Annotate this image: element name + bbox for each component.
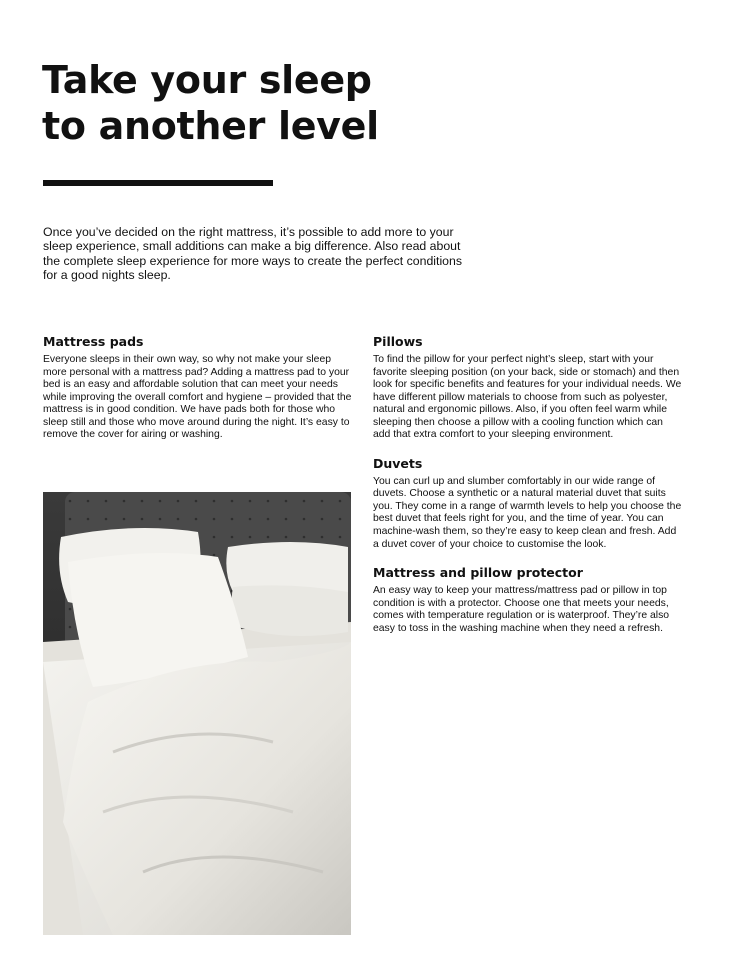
section-pillows [373,334,683,442]
section-body: To find the pillow for your perfect night’s sleep, start with your favorite sleeping position (on your back, side or stomach) and then look for specific benefits and features for your individual needs. We have different pillow materials to choose from such as polyester, natural and ergonomic pillows. Also, if you often feel warm while sleeping then choose a pillow with a cooling function which can add that extra comfort to your sleeping environment. [373,354,682,441]
page-title [42,57,379,149]
section-protector [373,565,683,635]
title-divider [43,180,273,186]
title-line-2: to another level [42,104,379,148]
section-heading: Duvets [373,455,423,471]
title-line-1: Take your sleep [42,58,372,102]
section-body: Everyone sleeps in their own way, so why not make your sleep more personal with a mattress pad? Adding a mattress pad to your bed is an easy and affordable solution that can meet your needs while improving the overall comfort and hygiene – provided that the mattress is in good condition. We have pads both for those who sleep still and those who move around during the night. It’s easy to remove the cover for airing or washing. [43,354,352,441]
bed-illustration [43,492,351,935]
intro-paragraph: Once you’ve decided on the right mattress, it’s possible to add more to your sleep experience, small additions can make a big difference. Also read about the complete sleep experience for more ways to create the perfect conditions for a good nights sleep. [43,225,463,282]
bed-photo [43,492,351,935]
section-heading: Mattress and pillow protector [373,565,583,581]
section-duvets [373,456,683,551]
section-heading: Mattress pads [43,334,144,349]
right-column [373,334,683,649]
section-heading: Pillows [373,334,423,349]
left-column [43,334,353,456]
pillow-front-right [232,585,348,636]
section-mattress-pads [43,334,353,442]
section-body: You can curl up and slumber comfortably in our wide range of duvets. Choose a synthetic or a natural material duvet that suits you. They come in a range of warmth levels to help you choose the best duvet that feels right for you, and the time of year. You can machine-wash them, so they’re easy to keep clean and fresh. Add a duvet cover of your choice to customise the look. [373,475,682,550]
section-body: An easy way to keep your mattress/mattress pad or pillow in top condition is with a protector. Choose one that meets your needs, comes with temperature regulation or is waterproof. They’re also easy to toss in the washing machine when they need a refresh. [373,585,670,634]
